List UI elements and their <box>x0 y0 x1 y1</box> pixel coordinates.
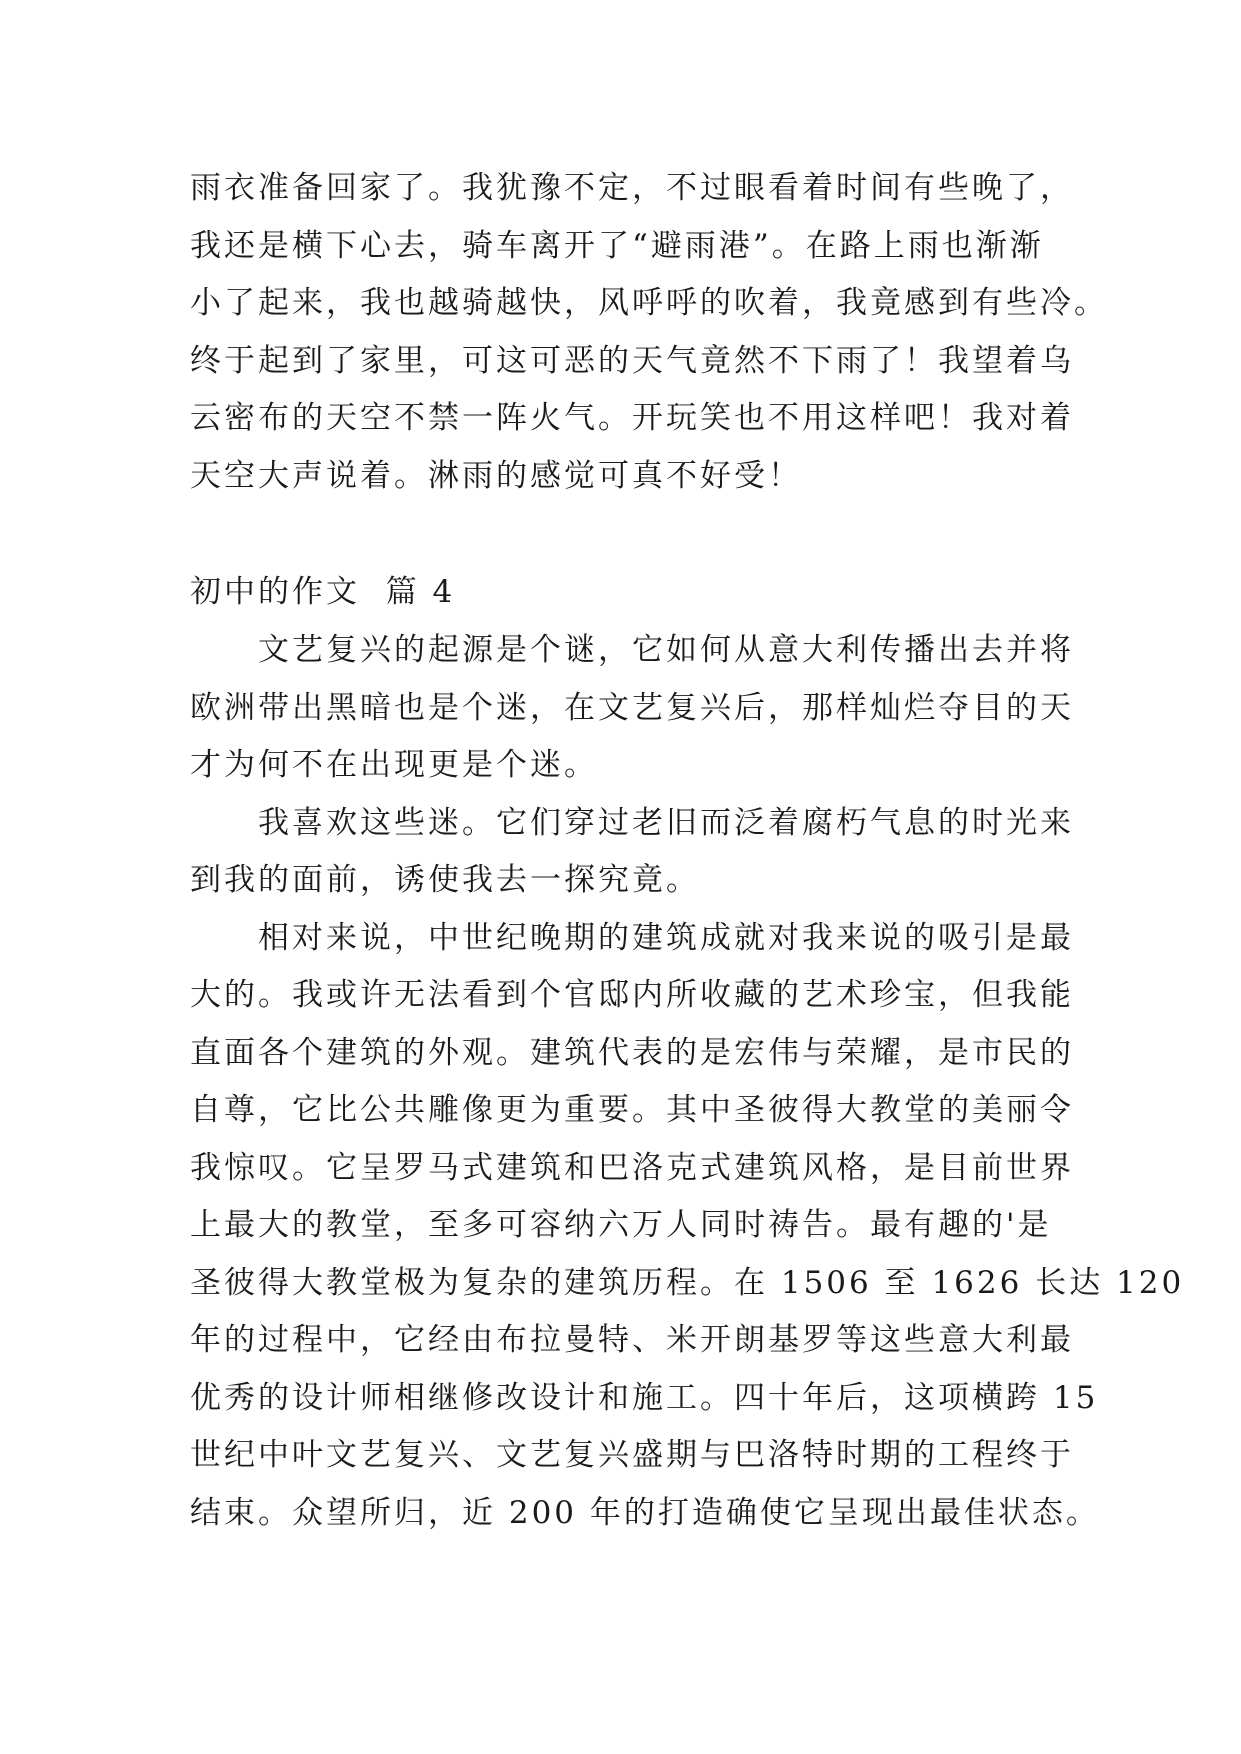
text-line: 上最大的教堂，至多可容纳六万人同时祷告。最有趣的'是 <box>190 1207 1052 1243</box>
text-line: 才为何不在出现更是个迷。 <box>190 747 598 783</box>
text-line: 优秀的设计师相继修改设计和施工。四十年后，这项横跨 15 <box>190 1379 1099 1416</box>
essay-4-body <box>190 622 1185 1542</box>
essay-3-closing-paragraph <box>190 160 1108 505</box>
text-line: 欧洲带出黑暗也是个迷，在文艺复兴后，那样灿烂夺目的天 <box>190 689 1074 726</box>
text-line: 终于起到了家里，可这可恶的天气竟然不下雨了！我望着乌 <box>190 342 1074 379</box>
paragraph <box>190 795 1074 910</box>
text-line: 雨衣准备回家了。我犹豫不定，不过眼看着时间有些晚了， <box>190 170 1074 206</box>
text-line: 我惊叹。它呈罗马式建筑和巴洛克式建筑风格，是目前世界 <box>190 1149 1074 1186</box>
text-line: 我喜欢这些迷。它们穿过老旧而泛着腐朽气息的时光来 <box>258 804 1074 841</box>
text-line: 直面各个建筑的外观。建筑代表的是宏伟与荣耀，是市民的 <box>190 1034 1074 1071</box>
text-line: 自尊，它比公共雕像更为重要。其中圣彼得大教堂的美丽令 <box>190 1092 1074 1128</box>
paragraph <box>190 622 1074 795</box>
text-line: 文艺复兴的起源是个谜，它如何从意大利传播出去并将 <box>258 632 1074 668</box>
text-line: 小了起来，我也越骑越快，风呼呼的吹着，我竟感到有些冷。 <box>190 285 1108 321</box>
essay-4-heading-block <box>190 564 1070 622</box>
text-line: 天空大声说着。淋雨的感觉可真不好受！ <box>190 457 802 494</box>
essay-4-title: 初中的作文 篇 4 <box>190 574 456 610</box>
text-line: 云密布的天空不禁一阵火气。开玩笑也不用这样吧！我对着 <box>190 400 1074 436</box>
text-line: 年的过程中，它经由布拉曼特、米开朗基罗等这些意大利最 <box>190 1322 1074 1358</box>
text-line: 结束。众望所归，近 200 年的打造确使它呈现出最佳状态。 <box>190 1494 1100 1531</box>
text-line: 圣彼得大教堂极为复杂的建筑历程。在 1506 至 1626 长达 120 <box>190 1264 1185 1301</box>
text-line: 我还是横下心去，骑车离开了“避雨港”。在路上雨也渐渐 <box>190 227 1044 264</box>
text-line: 到我的面前，诱使我去一探究竟。 <box>190 862 700 898</box>
paragraph <box>190 910 1185 1543</box>
text-line: 世纪中叶文艺复兴、文艺复兴盛期与巴洛特时期的工程终于 <box>190 1437 1074 1473</box>
text-line: 相对来说，中世纪晚期的建筑成就对我来说的吸引是最 <box>258 919 1074 956</box>
text-line: 大的。我或许无法看到个官邸内所收藏的艺术珍宝，但我能 <box>190 977 1074 1013</box>
